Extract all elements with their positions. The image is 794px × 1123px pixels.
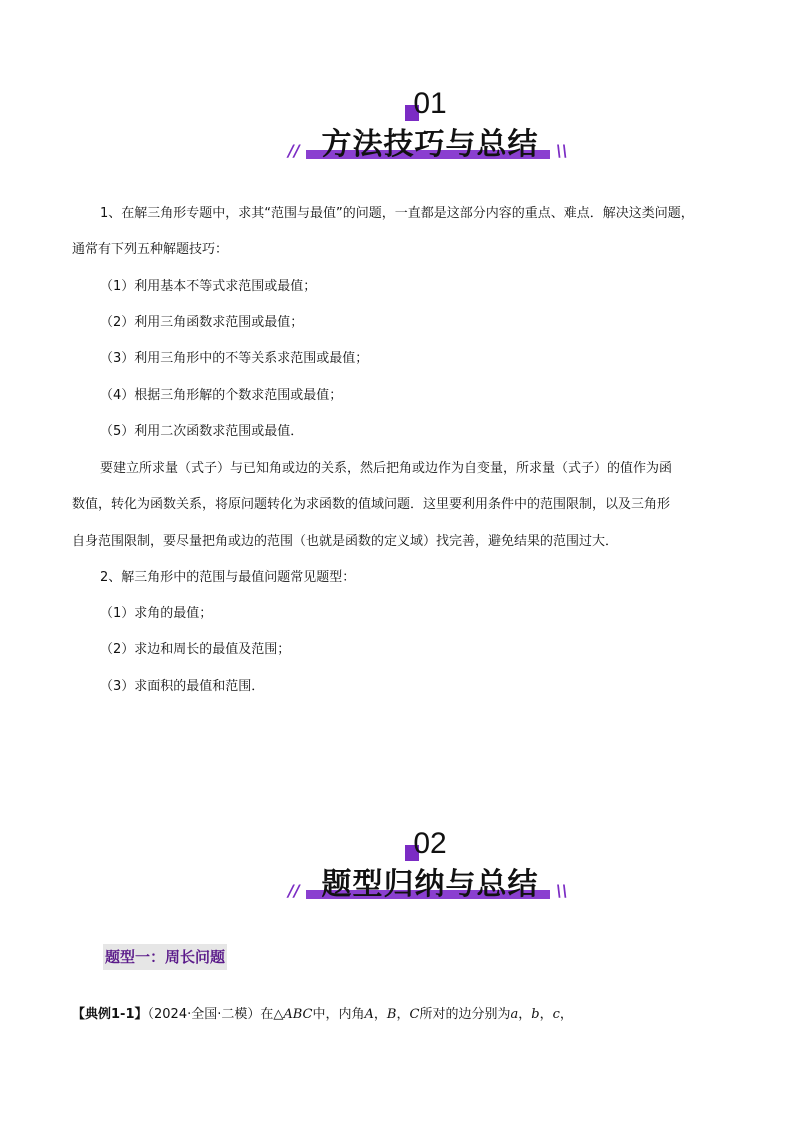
tip-item: （2）利用三角函数求范围或最值；: [100, 315, 304, 330]
example-text: 所对的边分别为: [419, 1007, 511, 1022]
section-heading-02: [0, 827, 794, 925]
side-c: c: [552, 1007, 560, 1022]
angle-a: A: [364, 1007, 374, 1022]
tip-item: （3）利用三角形中的不等关系求范围或最值；: [100, 351, 369, 366]
paragraph-2-line-3: 自身范围限制，要尽量把角或边的范围（也就是函数的定义域）找完善，避免结果的范围过大．: [72, 534, 619, 549]
separator: ，: [396, 1007, 410, 1022]
separator: ，: [559, 1007, 573, 1022]
paragraph-1-line-2: 通常有下列五种解题技巧：: [72, 242, 229, 257]
separator: ，: [518, 1007, 532, 1022]
tip-item: （1）利用基本不等式求范围或最值；: [100, 279, 317, 294]
side-b: b: [531, 1007, 540, 1022]
example-label: 【典例1-1】: [72, 1007, 148, 1022]
separator: ，: [539, 1007, 553, 1022]
heading-slash-right: \\: [556, 141, 568, 160]
paragraph-2-line-1: 要建立所求量（式子）与已知角或边的关系，然后把角或边作为自变量，所求量（式子）的值作为函: [100, 461, 673, 476]
angle-c: C: [409, 1007, 420, 1022]
topic-tag: 题型一：周长问题: [103, 944, 227, 970]
example-source: （2024·全国·二模）在: [147, 1007, 274, 1022]
example-text: 中，内角: [312, 1007, 365, 1022]
paragraph-1-line-1: 1、在解三角形专题中，求其“范围与最值”的问题，一直都是这部分内容的重点、难点．解决这类问题，: [100, 206, 694, 221]
heading-slash-right: \\: [556, 881, 568, 900]
paragraph-3-line-1: 2、解三角形中的范围与最值问题常见题型：: [100, 570, 356, 585]
section-heading-01: [0, 87, 794, 185]
paragraph-2-line-2: 数值，转化为函数关系，将原问题转化为求函数的值域问题．这里要利用条件中的范围限制，以及三角形: [72, 497, 671, 512]
triangle-symbol: △ABC: [273, 1007, 313, 1022]
heading-slash-left: //: [288, 141, 300, 160]
type-item: （3）求面积的最值和范围．: [100, 679, 265, 694]
tip-item: （4）根据三角形解的个数求范围或最值；: [100, 388, 343, 403]
heading-number: 01: [413, 87, 447, 120]
heading-title: 方法技巧与总结: [321, 127, 539, 162]
type-item: （1）求角的最值；: [100, 606, 213, 621]
separator: ，: [373, 1007, 387, 1022]
heading-title: 题型归纳与总结: [321, 867, 539, 902]
angle-b: B: [386, 1007, 397, 1022]
tip-item: （5）利用二次函数求范围或最值．: [100, 424, 304, 439]
type-item: （2）求边和周长的最值及范围；: [100, 642, 291, 657]
example-1-1: [72, 1003, 573, 1022]
heading-number: 02: [413, 827, 447, 860]
heading-slash-left: //: [288, 881, 300, 900]
side-a: a: [510, 1007, 519, 1022]
